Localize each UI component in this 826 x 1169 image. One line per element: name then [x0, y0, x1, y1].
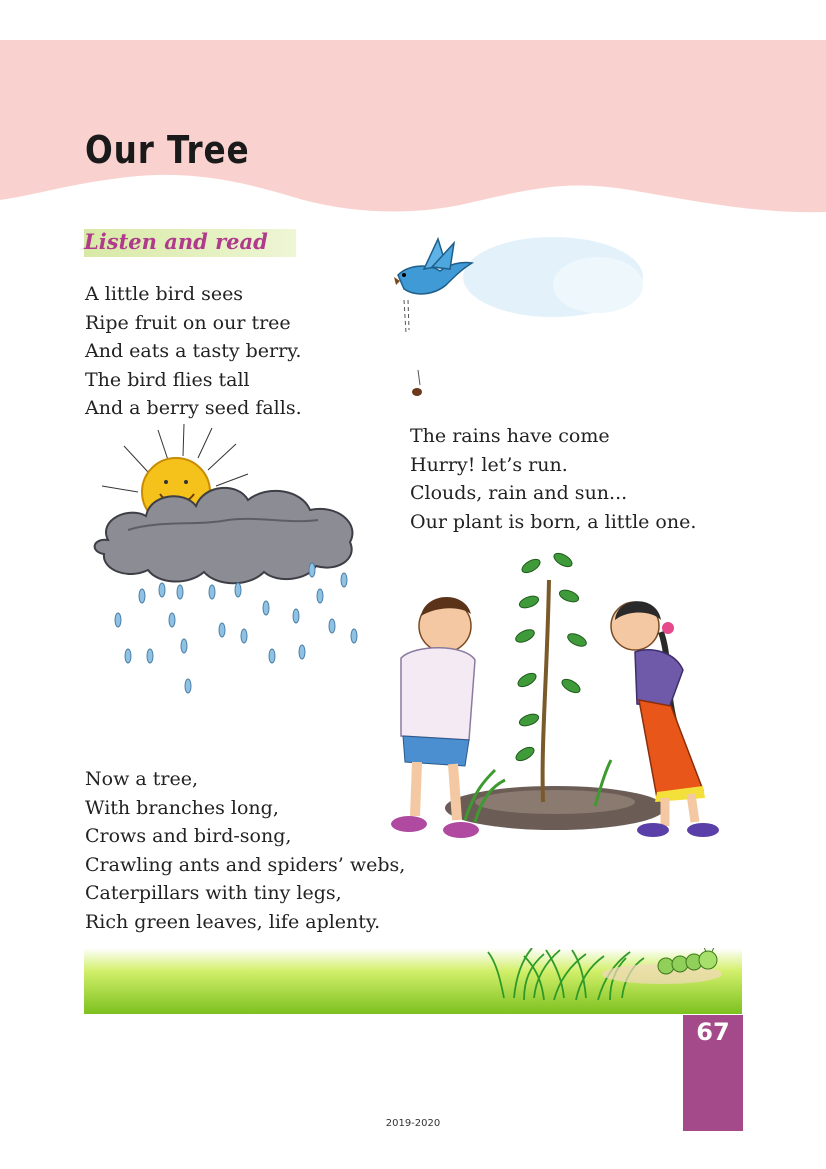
- section-label-text: Listen and read: [84, 229, 268, 254]
- poem-line: Caterpillars with tiny legs,: [85, 882, 342, 904]
- page-number: 67: [696, 1018, 730, 1046]
- footer-year: 2019-2020: [385, 1118, 441, 1129]
- poem-line: The bird flies tall: [85, 368, 250, 391]
- sun-cloud-rain-illustration: [88, 420, 363, 700]
- poem-stanza-2: [410, 422, 696, 536]
- grass-strip-illustration: [84, 948, 742, 1014]
- poem-line: Our plant is born, a little one.: [410, 510, 697, 533]
- poem-line: And eats a tasty berry.: [85, 340, 302, 362]
- poem-line: Ripe fruit on our tree: [85, 311, 291, 334]
- bird-illustration: [388, 225, 648, 405]
- page-title: Our Tree: [85, 128, 250, 172]
- poem-line: With branches long,: [85, 796, 279, 819]
- poem-line: Crows and bird-song,: [85, 825, 292, 847]
- poem-stanza-1: [85, 280, 302, 423]
- poem-line: And a berry seed falls.: [85, 397, 302, 419]
- poem-line: Now a tree,: [85, 768, 198, 790]
- children-planting-illustration: [365, 540, 745, 840]
- poem-line: A little bird sees: [85, 283, 244, 305]
- poem-line: The rains have come: [410, 425, 610, 447]
- poem-line: Hurry! let’s run.: [410, 453, 568, 476]
- poem-line: Rich green leaves, life aplenty.: [85, 910, 381, 933]
- poem-line: Crawling ants and spiders’ webs,: [85, 853, 406, 876]
- section-label: [84, 229, 296, 257]
- header-band: [0, 0, 826, 230]
- poem-stanza-3: [85, 765, 405, 936]
- poem-line: Clouds, rain and sun...: [410, 482, 628, 504]
